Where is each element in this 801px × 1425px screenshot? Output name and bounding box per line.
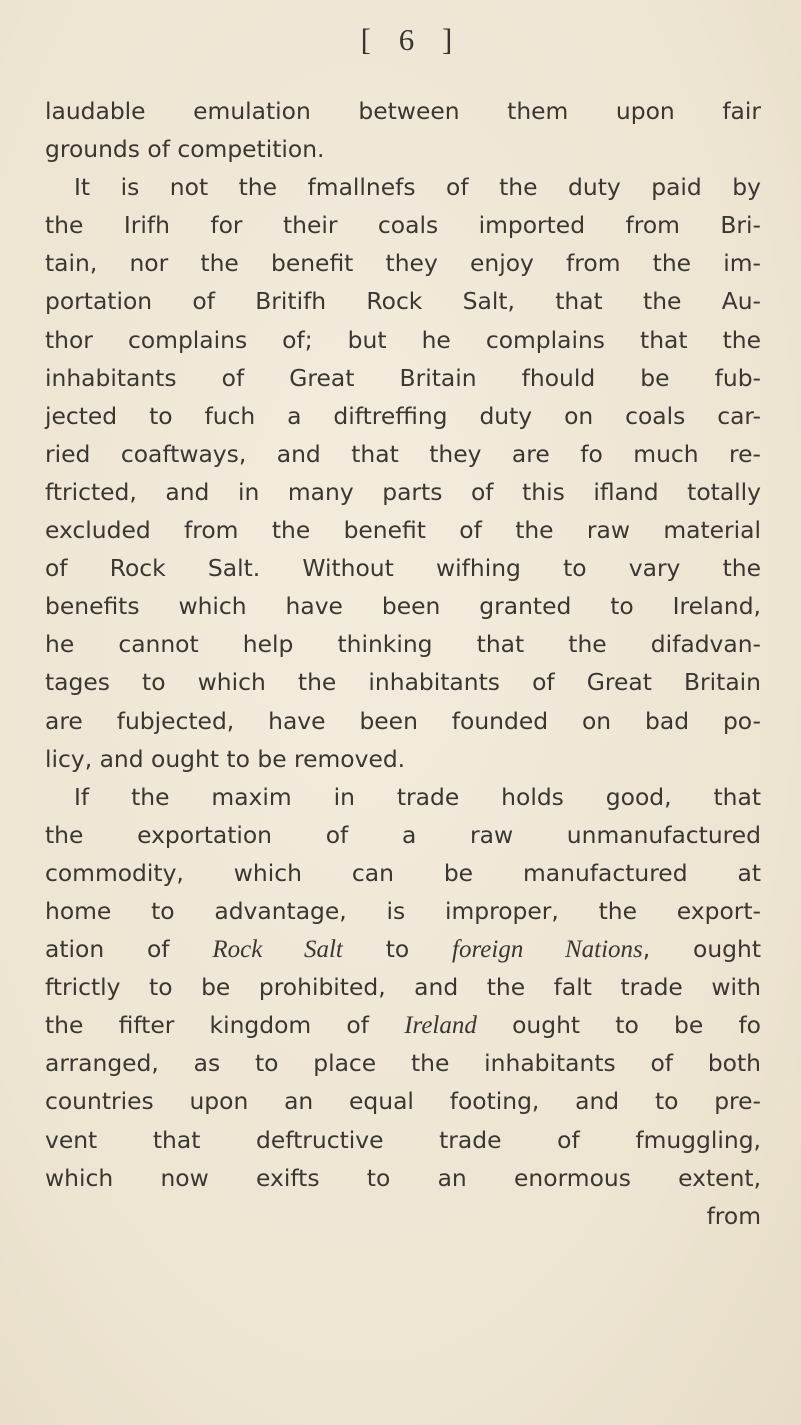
italic-term: foreign Nations [452, 936, 643, 964]
text-line: of Rock Salt. Without wifhing to vary the [45, 554, 761, 583]
text-line: thor complains of; but he complains that the [45, 325, 761, 354]
text-run: ought to be fo [476, 1011, 761, 1040]
text-line [45, 1006, 761, 1044]
text-line: which now exifts to an enormous extent, [45, 1163, 761, 1192]
paragraph-start: It is not the fmallnefs of the duty paid by [74, 173, 761, 202]
italic-term: Rock Salt [212, 936, 343, 964]
text-line: commodity, which can be manufactured at [45, 858, 761, 887]
catchword: from [706, 1201, 761, 1230]
text-run: the fifter kingdom of [45, 1011, 405, 1040]
text-line [45, 930, 761, 968]
text-run: ation of [45, 935, 213, 964]
text-line: the Irifh for their coals imported from Bri- [45, 211, 761, 240]
page-number: [ 6 ] [360, 22, 463, 57]
text-line: vent that deftructive trade of fmuggling, [45, 1125, 761, 1154]
text-line: he cannot help thinking that the difadvan- [45, 630, 761, 659]
text-line: the exportation of a raw unmanufactured [45, 820, 761, 849]
text-run: , ought [642, 935, 762, 964]
text-line: inhabitants of Great Britain fhould be fub- [45, 363, 761, 392]
text-line: home to advantage, is improper, the export- [45, 896, 761, 925]
text-run: to [342, 935, 453, 964]
text-line: excluded from the benefit of the raw material [45, 516, 761, 545]
text-line: portation of Britifh Rock Salt, that the Au- [45, 287, 761, 316]
text-line: ftrictly to be prohibited, and the falt trade with [45, 973, 761, 1002]
text-line: grounds of competition. [45, 135, 325, 164]
text-line: licy, and ought to be removed. [45, 744, 406, 773]
text-line: benefits which have been granted to Ireland, [45, 592, 761, 621]
text-line: countries upon an equal footing, and to pre- [45, 1087, 761, 1116]
paragraph-start: If the maxim in trade holds good, that [74, 782, 761, 811]
italic-term: Ireland [404, 1012, 477, 1040]
body-text [45, 92, 761, 1235]
text-line: are fubjected, have been founded on bad po- [45, 706, 761, 735]
text-line: ftricted, and in many parts of this ifland totally [45, 477, 761, 506]
text-line: jected to fuch a diftreffing duty on coals car- [45, 401, 761, 430]
text-line: tain, nor the benefit they enjoy from the im- [45, 249, 761, 278]
text-line: arranged, as to place the inhabitants of both [45, 1049, 761, 1078]
text-line: laudable emulation between them upon fair [45, 97, 761, 125]
text-line: tages to which the inhabitants of Great Britain [45, 668, 761, 697]
text-line: ried coaftways, and that they are fo much re- [45, 439, 761, 468]
